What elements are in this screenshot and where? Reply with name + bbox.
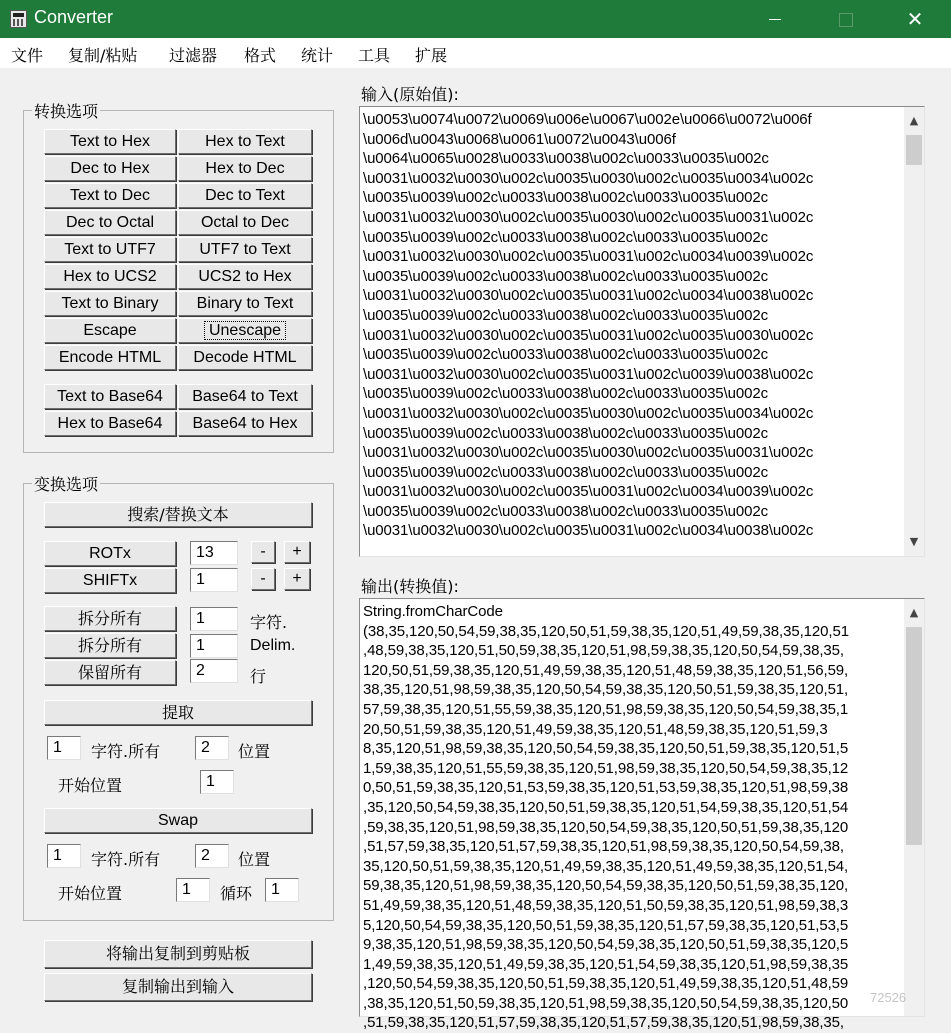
input-line: \u0031\u0032\u0030\u002c\u0035\u0030\u002c\u0035\u0034\u002c bbox=[363, 169, 814, 187]
input-line: \u0031\u0032\u0030\u002c\u0035\u0031\u002c\u0034\u0039\u002c bbox=[363, 248, 814, 266]
search-replace-button[interactable]: 搜索/替换文本 bbox=[44, 502, 312, 527]
hex-to-dec-button[interactable]: Hex to Dec bbox=[178, 156, 312, 181]
output-line: 1,59,38,35,120,51,55,59,38,35,120,51,98,59,38,35,120,50,54,59,38,35,12 bbox=[363, 759, 849, 777]
output-line: ,35,120,50,54,59,38,35,120,50,51,59,38,35,120,51,54,59,38,35,120,51,54 bbox=[363, 798, 849, 816]
calculator-icon bbox=[10, 10, 27, 28]
input-line: \u0035\u0039\u002c\u0033\u0038\u002c\u0033\u0035\u002c bbox=[363, 502, 768, 520]
output-line: 0,50,51,59,38,35,120,51,53,59,38,35,120,51,53,59,38,35,120,51,98,59,38 bbox=[363, 779, 849, 797]
swap-start-label: 开始位置 bbox=[58, 884, 123, 903]
text-to-base64-button[interactable]: Text to Base64 bbox=[44, 384, 176, 409]
scroll-up-icon[interactable]: ▲ bbox=[909, 606, 919, 619]
maximize-button[interactable] bbox=[822, 0, 868, 38]
extract-start-field[interactable]: 1 bbox=[200, 770, 234, 794]
extract-button[interactable]: 提取 bbox=[44, 700, 312, 725]
rotx-button[interactable]: ROTx bbox=[44, 541, 176, 566]
input-line: \u0035\u0039\u002c\u0033\u0038\u002c\u0033\u0035\u002c bbox=[363, 385, 768, 403]
output-line: 35,120,50,51,59,38,35,120,51,49,59,38,35,120,51,49,59,38,35,120,51,54, bbox=[363, 857, 849, 875]
input-line: \u0031\u0032\u0030\u002c\u0035\u0031\u002c\u0034\u0039\u002c bbox=[363, 483, 814, 501]
input-line: \u0053\u0074\u0072\u0069\u006e\u0067\u002e\u0066\u0072\u006f bbox=[363, 111, 812, 128]
split-chars-unit: 字符. bbox=[250, 613, 288, 632]
shiftx-decrement-button[interactable]: - bbox=[251, 568, 275, 590]
binary-to-text-button[interactable]: Binary to Text bbox=[178, 291, 312, 316]
rotx-value-field[interactable]: 13 bbox=[190, 541, 238, 565]
swap-loop-label: 循环 bbox=[220, 884, 253, 903]
output-line: ,51,59,38,35,120,51,57,59,38,35,120,51,57,59,38,35,120,51,98,59,38,35, bbox=[363, 1014, 844, 1032]
menu-extensions[interactable]: 扩展 bbox=[415, 46, 448, 65]
output-line: String.fromCharCode bbox=[363, 603, 503, 620]
input-label: 输入(原始值): bbox=[361, 85, 459, 104]
output-line: 57,59,38,35,120,51,55,59,38,35,120,51,98,59,38,35,120,50,54,59,38,35,1 bbox=[363, 700, 849, 718]
output-scrollbar[interactable] bbox=[904, 599, 924, 1016]
menu-tools[interactable]: 工具 bbox=[358, 46, 391, 65]
encode-html-button[interactable]: Encode HTML bbox=[44, 345, 176, 370]
swap-button[interactable]: Swap bbox=[44, 808, 312, 833]
copy-output-to-input-button[interactable]: 复制输出到输入 bbox=[44, 973, 312, 1001]
text-to-dec-button[interactable]: Text to Dec bbox=[44, 183, 176, 208]
output-line: 20,50,51,59,38,35,120,51,49,59,38,35,120,51,48,59,38,35,120,51,59,3 bbox=[363, 720, 828, 738]
title-bar bbox=[0, 0, 951, 38]
split-chars-field[interactable]: 1 bbox=[190, 607, 238, 631]
minimize-button[interactable] bbox=[752, 0, 798, 38]
output-line: ,59,38,35,120,51,98,59,38,35,120,50,54,59,38,35,120,50,51,59,38,35,120 bbox=[363, 818, 849, 836]
dec-to-text-button[interactable]: Dec to Text bbox=[178, 183, 312, 208]
output-line: 51,49,59,38,35,120,51,48,59,38,35,120,51,50,59,38,35,120,51,98,59,38,3 bbox=[363, 896, 849, 914]
base64-to-hex-button[interactable]: Base64 to Hex bbox=[178, 411, 312, 436]
input-text bbox=[363, 110, 813, 541]
output-line: 9,38,35,120,51,98,59,38,35,120,50,54,59,38,35,120,50,51,59,38,35,120,5 bbox=[363, 936, 849, 954]
input-line: \u0031\u0032\u0030\u002c\u0035\u0031\u002c\u0034\u0038\u002c bbox=[363, 287, 814, 305]
input-line: \u0031\u0032\u0030\u002c\u0035\u0031\u002c\u0034\u0038\u002c bbox=[363, 522, 814, 540]
base64-to-text-button[interactable]: Base64 to Text bbox=[178, 384, 312, 409]
input-line: \u006d\u0043\u0068\u0061\u0072\u0043\u006f bbox=[363, 130, 676, 148]
input-line: \u0031\u0032\u0030\u002c\u0035\u0031\u002c\u0039\u0038\u002c bbox=[363, 365, 814, 383]
scroll-down-icon[interactable]: ▼ bbox=[909, 535, 919, 548]
output-line: (38,35,120,50,54,59,38,35,120,50,51,59,38,35,120,51,49,59,38,35,120,51 bbox=[363, 622, 849, 640]
split-by-chars-button[interactable]: 拆分所有 bbox=[44, 606, 176, 631]
rotx-increment-button[interactable]: + bbox=[284, 541, 310, 563]
menu-format[interactable]: 格式 bbox=[244, 46, 277, 65]
swap-chars-label: 字符.所有 bbox=[91, 850, 161, 869]
escape-button[interactable]: Escape bbox=[44, 318, 176, 343]
copy-output-to-clipboard-button[interactable]: 将输出复制到剪贴板 bbox=[44, 940, 312, 968]
extract-chars-label: 字符.所有 bbox=[91, 742, 161, 761]
hex-to-ucs2-button[interactable]: Hex to UCS2 bbox=[44, 264, 176, 289]
conversion-options-label: 转换选项 bbox=[32, 99, 100, 122]
output-line: 120,50,51,59,38,35,120,51,49,59,38,35,120,51,48,59,38,35,120,51,56,59, bbox=[363, 661, 849, 679]
output-text bbox=[363, 602, 849, 1033]
output-scroll-thumb[interactable] bbox=[906, 627, 922, 845]
output-line: ,51,57,59,38,35,120,51,57,59,38,35,120,51,98,59,38,35,120,50,54,59,38, bbox=[363, 838, 844, 856]
extract-position-label: 位置 bbox=[238, 742, 271, 761]
menu-file[interactable]: 文件 bbox=[11, 46, 44, 65]
swap-start-field[interactable]: 1 bbox=[176, 878, 210, 902]
input-scroll-thumb[interactable] bbox=[906, 135, 922, 165]
swap-position-label: 位置 bbox=[238, 850, 271, 869]
output-line: ,120,50,54,59,38,35,120,50,51,59,38,35,120,51,49,59,38,35,120,51,48,59 bbox=[363, 975, 849, 993]
extract-start-label: 开始位置 bbox=[58, 776, 123, 795]
split-delim-unit: Delim. bbox=[250, 637, 296, 654]
input-line: \u0035\u0039\u002c\u0033\u0038\u002c\u0033\u0035\u002c bbox=[363, 228, 768, 246]
output-line: ,48,59,38,35,120,51,50,59,38,35,120,51,98,59,38,35,120,50,54,59,38,35, bbox=[363, 642, 844, 660]
watermark: 72526 bbox=[870, 990, 907, 1005]
menu-copy-paste[interactable]: 复制/粘贴 bbox=[68, 46, 138, 65]
split-delim-field[interactable]: 1 bbox=[190, 634, 238, 658]
close-icon: ✕ bbox=[906, 7, 924, 31]
ucs2-to-hex-button[interactable]: UCS2 to Hex bbox=[178, 264, 312, 289]
input-line: \u0035\u0039\u002c\u0033\u0038\u002c\u0033\u0035\u002c bbox=[363, 267, 768, 285]
shiftx-increment-button[interactable]: + bbox=[284, 568, 310, 590]
rotx-decrement-button[interactable]: - bbox=[251, 541, 275, 563]
output-label: 输出(转换值): bbox=[361, 577, 459, 596]
text-to-hex-button[interactable]: Text to Hex bbox=[44, 129, 176, 154]
input-scrollbar[interactable] bbox=[904, 107, 924, 556]
menu-filter[interactable]: 过滤器 bbox=[169, 46, 218, 65]
swap-loop-field[interactable]: 1 bbox=[265, 878, 299, 902]
input-line: \u0035\u0039\u002c\u0033\u0038\u002c\u0033\u0035\u002c bbox=[363, 189, 768, 207]
output-line: 38,35,120,51,98,59,38,35,120,50,54,59,38,35,120,50,51,59,38,35,120,51, bbox=[363, 681, 849, 699]
extract-count-field[interactable]: 1 bbox=[47, 736, 81, 760]
output-line: 5,120,50,54,59,38,35,120,50,51,59,38,35,120,51,57,59,38,35,120,51,53,5 bbox=[363, 916, 849, 934]
split-by-delim-button[interactable]: 拆分所有 bbox=[44, 633, 176, 658]
window-title: Converter bbox=[34, 7, 114, 27]
input-textarea[interactable] bbox=[359, 106, 925, 557]
transform-options-label: 变换选项 bbox=[32, 472, 100, 495]
decode-html-button[interactable]: Decode HTML bbox=[178, 345, 312, 370]
keep-lines-button[interactable]: 保留所有 bbox=[44, 660, 176, 685]
output-line: 1,49,59,38,35,120,51,49,59,38,35,120,51,54,59,38,35,120,51,98,59,38,35 bbox=[363, 955, 849, 973]
hex-to-base64-button[interactable]: Hex to Base64 bbox=[44, 411, 176, 436]
unescape-label: Unescape bbox=[205, 322, 285, 339]
output-line: 8,35,120,51,98,59,38,35,120,50,54,59,38,35,120,50,51,59,38,35,120,51,5 bbox=[363, 740, 849, 758]
keep-lines-field[interactable]: 2 bbox=[190, 659, 238, 683]
input-line: \u0031\u0032\u0030\u002c\u0035\u0030\u002c\u0035\u0034\u002c bbox=[363, 404, 814, 422]
octal-to-dec-button[interactable]: Octal to Dec bbox=[178, 210, 312, 235]
text-to-binary-button[interactable]: Text to Binary bbox=[44, 291, 176, 316]
shiftx-value-field[interactable]: 1 bbox=[190, 568, 238, 592]
scroll-up-icon[interactable]: ▲ bbox=[909, 114, 919, 127]
input-line: \u0035\u0039\u002c\u0033\u0038\u002c\u0033\u0035\u002c bbox=[363, 424, 768, 442]
input-line: \u0035\u0039\u002c\u0033\u0038\u002c\u0033\u0035\u002c bbox=[363, 463, 768, 481]
input-line: \u0031\u0032\u0030\u002c\u0035\u0030\u002c\u0035\u0031\u002c bbox=[363, 444, 814, 462]
utf7-to-text-button[interactable]: UTF7 to Text bbox=[178, 237, 312, 262]
close-button[interactable] bbox=[892, 0, 938, 38]
unescape-button[interactable] bbox=[178, 318, 312, 343]
keep-lines-unit: 行 bbox=[250, 667, 267, 686]
input-line: \u0035\u0039\u002c\u0033\u0038\u002c\u0033\u0035\u002c bbox=[363, 346, 768, 364]
swap-count-field[interactable]: 1 bbox=[47, 844, 81, 868]
extract-position-field[interactable]: 2 bbox=[195, 736, 229, 760]
menu-bar bbox=[0, 38, 951, 68]
input-line: \u0035\u0039\u002c\u0033\u0038\u002c\u0033\u0035\u002c bbox=[363, 306, 768, 324]
dec-to-octal-button[interactable]: Dec to Octal bbox=[44, 210, 176, 235]
dec-to-hex-button[interactable]: Dec to Hex bbox=[44, 156, 176, 181]
input-line: \u0031\u0032\u0030\u002c\u0035\u0031\u002c\u0035\u0030\u002c bbox=[363, 326, 814, 344]
output-textarea[interactable] bbox=[359, 598, 925, 1032]
output-line: 59,38,35,120,51,98,59,38,35,120,50,54,59,38,35,120,50,51,59,38,35,120, bbox=[363, 877, 849, 895]
menu-stats[interactable]: 统计 bbox=[301, 46, 334, 65]
shiftx-button[interactable]: SHIFTx bbox=[44, 568, 176, 593]
input-line: \u0064\u0065\u0028\u0033\u0038\u002c\u0033\u0035\u002c bbox=[363, 150, 769, 168]
input-line: \u0031\u0032\u0030\u002c\u0035\u0030\u002c\u0035\u0031\u002c bbox=[363, 208, 814, 226]
hex-to-text-button[interactable]: Hex to Text bbox=[178, 129, 312, 154]
text-to-utf7-button[interactable]: Text to UTF7 bbox=[44, 237, 176, 262]
output-line: ,38,35,120,51,50,59,38,35,120,51,98,59,38,35,120,50,54,59,38,35,120,50 bbox=[363, 994, 849, 1012]
swap-position-field[interactable]: 2 bbox=[195, 844, 229, 868]
